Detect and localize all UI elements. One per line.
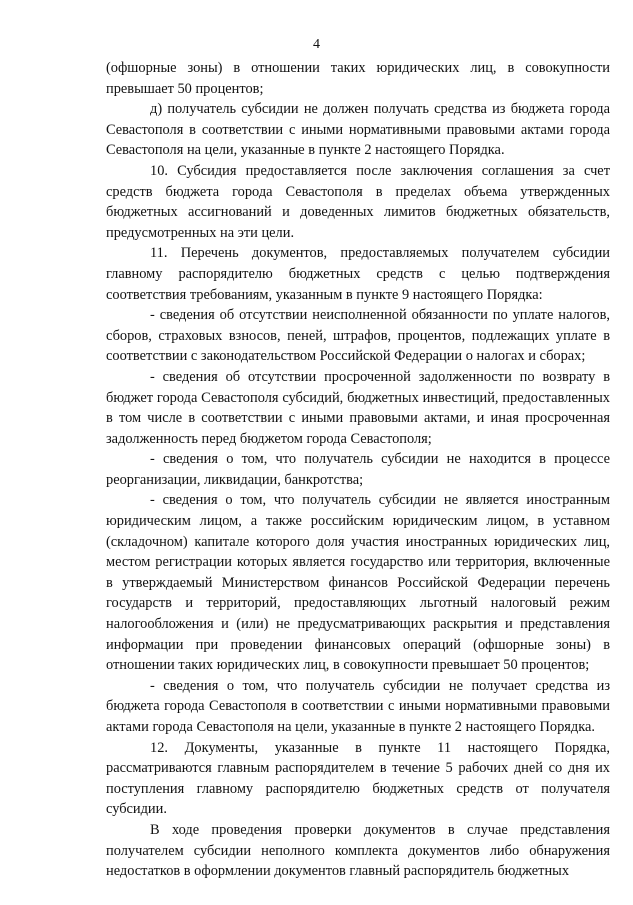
paragraph-clause-10: 10. Субсидия предоставляется после заключения соглашения за счет средств бюджета города Севастополя в пределах объема утвержденных бюджетных ассигнований и доведенных лимитов бюджетных обязательств, предусмотренных на эти цели. xyxy=(106,162,610,241)
document-body xyxy=(106,58,610,882)
paragraph-offshore-continuation: (офшорные зоны) в отношении таких юридических лиц, в совокупности превышает 50 процентов; xyxy=(106,60,610,97)
paragraph-list-item-debt: - сведения об отсутствии просроченной задолженности по возврату в бюджет города Севастополя субсидий, бюджетных инвестиций, предоставленных в том числе в соответствии с иными правовыми актами, и иная просроченная задолженность перед бюджетом города Севастополя; xyxy=(106,368,610,447)
paragraph-list-item-taxes: - сведения об отсутствии неисполненной обязанности по уплате налогов, сборов, страховых взносов, пеней, штрафов, процентов, подлежащих уплате в соответствии с законодательством Российской Федерации о налогах и сборах; xyxy=(106,307,610,365)
paragraph-list-item-other-funds: - сведения о том, что получатель субсидии не получает средства из бюджета города Севастополя в соответствии с иными нормативными правовыми актами города Севастополя на цели, указанные в пункте 2 настоящего Порядка. xyxy=(106,677,610,735)
paragraph-clause-12: 12. Документы, указанные в пункте 11 настоящего Порядка, рассматриваются главным распорядителем в течение 5 рабочих дней со дня их поступления главному распорядителю бюджетных средств от получателя субсидии. xyxy=(106,739,610,818)
paragraph-verification: В ходе проведения проверки документов в случае представления получателем субсидии неполного комплекта документов либо обнаружения недостатков в оформлении документов главный распорядитель бюджетных xyxy=(106,821,610,880)
paragraph-clause-11: 11. Перечень документов, предоставляемых получателем субсидии главному распорядителю бюджетных средств с целью подтверждения соответствия требованиям, указанным в пункте 9 настоящего Порядка: xyxy=(106,245,610,303)
paragraph-item-d: д) получатель субсидии не должен получать средства из бюджета города Севастополя в соответствии с иными нормативными правовыми актами города Севастополя на цели, указанные в пункте 2 настоящего Порядка. xyxy=(106,101,610,159)
page-number: 4 xyxy=(313,37,320,52)
paragraph-list-item-foreign-entity: - сведения о том, что получатель субсидии не является иностранным юридическим лицом, а также российским юридическим лицом, в уставном (складочном) капитале которого доля участия иностранных юридических лиц, местом регистрации которых является государство или территория, включенные в утверждаемый Министерством финансов Российской Федерации перечень государств и территорий, предоставляющих льготный налоговый режим налогообложения и (или) не предусматривающих раскрытия и представления информации при проведении финансовых операций (офшорные зоны) в отношении таких юридических лиц, в совокупности превышает 50 процентов; xyxy=(106,492,610,674)
paragraph-list-item-reorganization: - сведения о том, что получатель субсидии не находится в процессе реорганизации, ликвидации, банкротства; xyxy=(106,451,610,488)
